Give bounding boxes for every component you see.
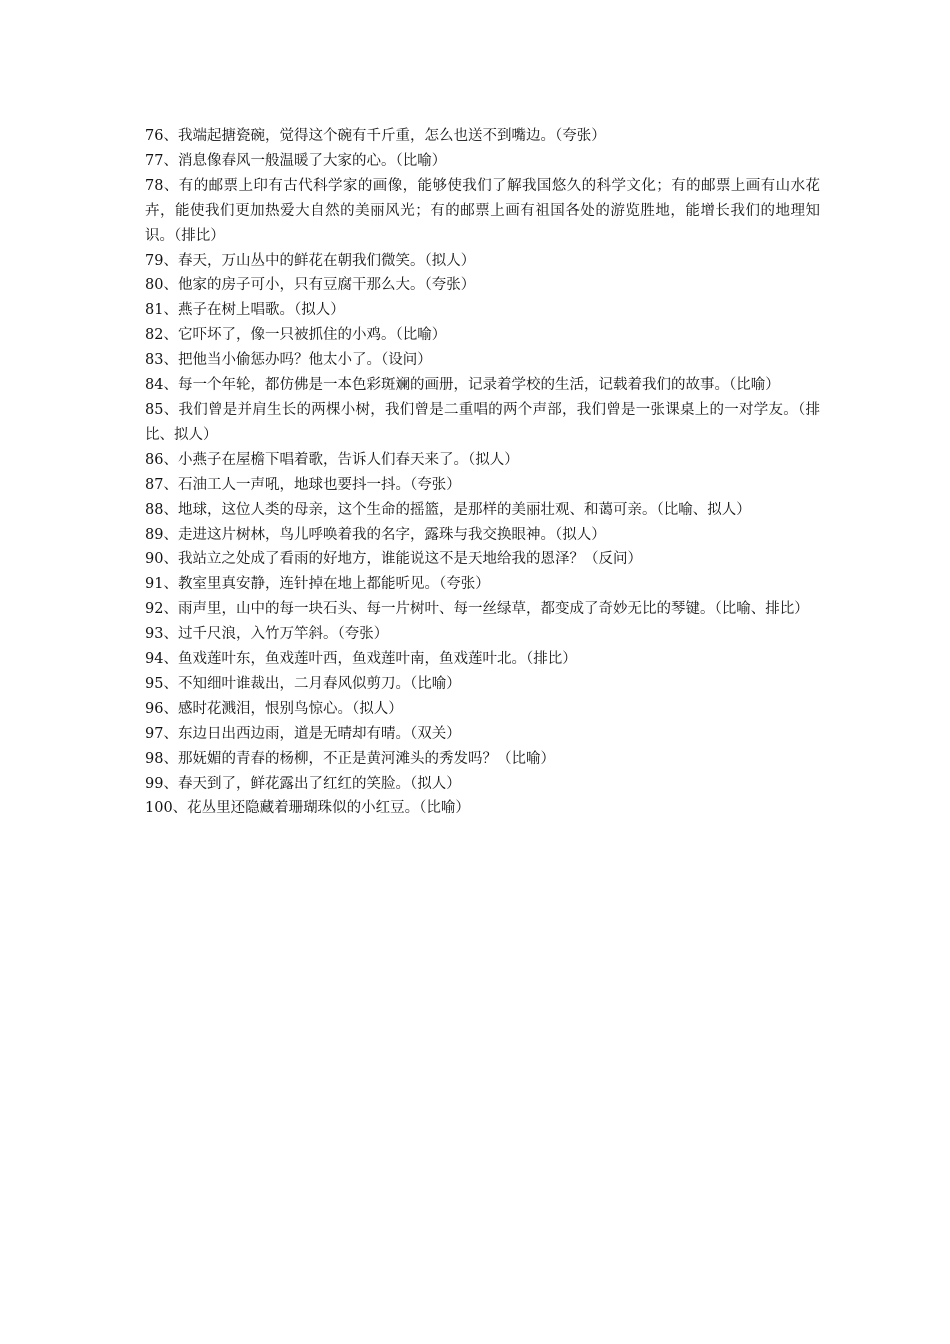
list-item-90: 90、我站立之处成了看雨的好地方，谁能说这不是天地给我的恩泽？（反问） (145, 551, 642, 568)
list-item-86: 86、小燕子在屋檐下唱着歌，告诉人们春天来了。（拟人） (145, 451, 519, 468)
list-item-100: 100、花丛里还隐藏着珊瑚珠似的小红豆。（比喻） (145, 800, 470, 817)
list-item-91: 91、教室里真安静，连针掉在地上都能听见。（夸张） (145, 576, 490, 593)
list-item-81: 81、燕子在树上唱歌。（拟人） (145, 302, 345, 319)
list-item-93: 93、过千尺浪，入竹万竿斜。（夸张） (145, 626, 389, 643)
list-item-99: 99、春天到了，鲜花露出了红红的笑脸。（拟人） (145, 775, 461, 792)
list-item-77: 77、消息像春风一般温暖了大家的心。（比喻） (145, 152, 447, 169)
list-item-85: 85、我们曾是并肩生长的两棵小树，我们曾是二重唱的两个声部，我们曾是一张课桌上的一对学友。（排比、拟人） (145, 401, 820, 443)
list-item-87: 87、石油工人一声吼，地球也要抖一抖。（夸张） (145, 476, 461, 493)
list-item-95: 95、不知细叶谁裁出，二月春风似剪刀。（比喻） (145, 675, 461, 692)
list-item-89: 89、走进这片树林，鸟儿呼唤着我的名字，露珠与我交换眼神。（拟人） (145, 526, 606, 543)
list-item-98: 98、那妩媚的青春的杨柳，不正是黄河滩头的秀发吗？（比喻） (145, 750, 555, 767)
list-item-84: 84、每一个年轮，都仿佛是一本色彩斑斓的画册，记录着学校的生活，记载着我们的故事。（比喻） (145, 377, 780, 394)
list-item-80: 80、他家的房子可小，只有豆腐干那么大。（夸张） (145, 277, 476, 294)
list-item-92: 92、雨声里，山中的每一块石头、每一片树叶、每一丝绿草，都变成了奇妙无比的琴键。（比喻、排比） (145, 601, 809, 618)
list-item-79: 79、春天，万山丛中的鲜花在朝我们微笑。（拟人） (145, 252, 476, 269)
document-body (145, 124, 820, 821)
list-item-94: 94、鱼戏莲叶东，鱼戏莲叶西，鱼戏莲叶南，鱼戏莲叶北。（排比） (145, 651, 577, 668)
list-item-96: 96、感时花溅泪，恨别鸟惊心。（拟人） (145, 700, 403, 717)
list-item-78: 78、有的邮票上印有古代科学家的画像，能够使我们了解我国悠久的科学文化；有的邮票上画有山水花卉，能使我们更加热爱大自然的美丽风光；有的邮票上画有祖国各处的游览胜地，能增长我们的地理知识。（排比） (145, 177, 820, 244)
list-item-83: 83、把他当小偷惩办吗？他太小了。（设问） (145, 352, 432, 369)
list-item-97: 97、东边日出西边雨，道是无晴却有晴。（双关） (145, 725, 461, 742)
list-item-82: 82、它吓坏了，像一只被抓住的小鸡。（比喻） (145, 327, 447, 344)
list-item-76: 76、我端起搪瓷碗，觉得这个碗有千斤重，怎么也送不到嘴边。（夸张） (145, 128, 606, 144)
list-item-88: 88、地球，这位人类的母亲，这个生命的摇篮，是那样的美丽壮观、和蔼可亲。（比喻、拟人） (145, 501, 751, 518)
